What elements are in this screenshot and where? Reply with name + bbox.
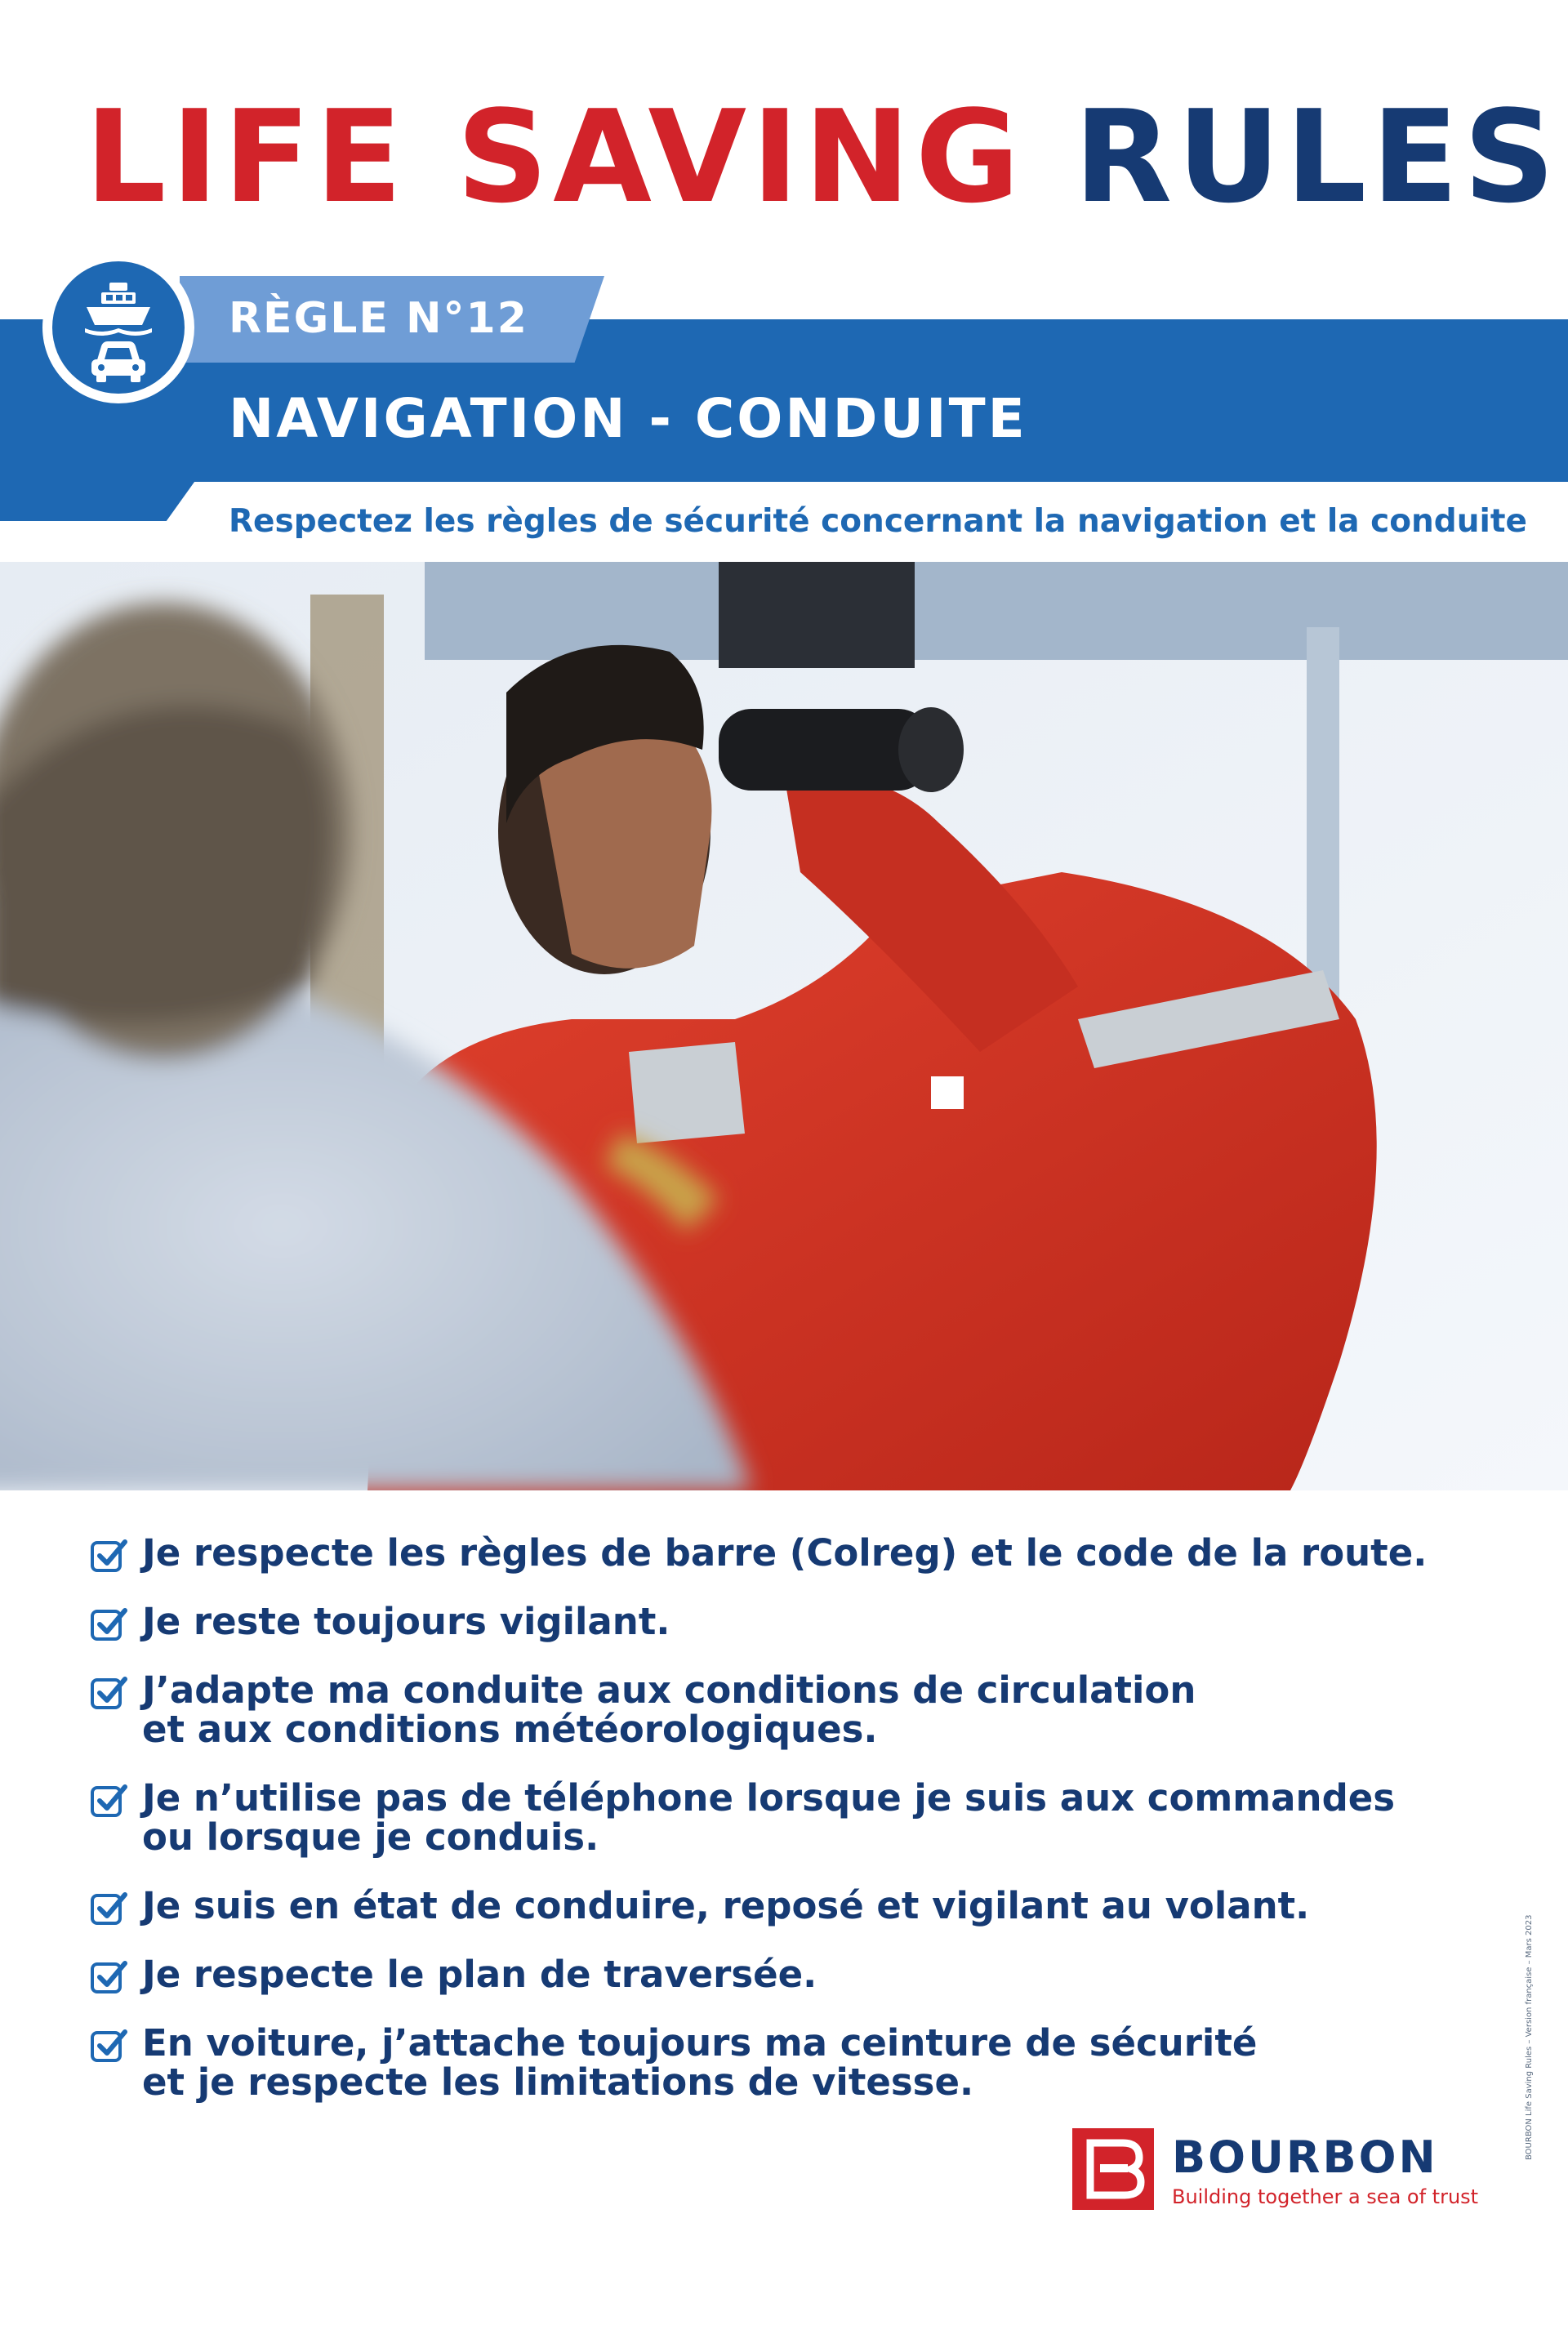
title-part-rules: RULES bbox=[1074, 82, 1561, 231]
ship-and-car-icon bbox=[52, 261, 185, 394]
checklist-item-text: Je reste toujours vigilant. bbox=[142, 1600, 670, 1643]
checklist-item-text: Je suis en état de conduire, reposé et vigilant au volant. bbox=[142, 1884, 1310, 1927]
checklist-item bbox=[90, 1955, 1478, 1994]
title-part-life-saving: LIFE SAVING bbox=[85, 82, 1025, 231]
bourbon-b-logo-icon bbox=[1072, 2128, 1154, 2210]
checklist-item-text: Je respecte le plan de traversée. bbox=[142, 1953, 817, 1996]
safety-checklist bbox=[90, 1531, 1478, 2132]
checklist-item-text-continued: ou lorsque je conduis. bbox=[142, 1815, 599, 1859]
officer-with-binoculars-photo bbox=[0, 562, 1568, 1490]
checkbox-checked-icon bbox=[90, 2027, 127, 2065]
checkbox-checked-icon bbox=[90, 1606, 127, 1643]
checklist-item-text: Je n’utilise pas de téléphone lorsque je suis aux commandes bbox=[142, 1776, 1396, 1820]
checkbox-checked-icon bbox=[90, 1890, 127, 1927]
checkbox-checked-icon bbox=[90, 1958, 127, 1996]
checklist-item-text: J’adapte ma conduite aux conditions de circulation bbox=[142, 1668, 1196, 1712]
version-side-note: BOURBON Life Saving Rules – Version française – Mars 2023 bbox=[1525, 1914, 1534, 2160]
checklist-item bbox=[90, 1668, 1478, 1751]
checklist-item bbox=[90, 1776, 1478, 1859]
checklist-item-text: En voiture, j’attache toujours ma ceinture de sécurité bbox=[142, 2021, 1258, 2065]
checklist-item bbox=[90, 1531, 1478, 1575]
poster-title bbox=[85, 82, 1561, 231]
logo-tagline: Building together a sea of trust bbox=[1172, 2185, 1479, 2208]
checkbox-checked-icon bbox=[90, 1782, 127, 1820]
checkbox-checked-icon bbox=[90, 1674, 127, 1712]
logo-wordmark: BOURBON bbox=[1172, 2132, 1438, 2183]
checklist-item-text-continued: et je respecte les limitations de vitesse. bbox=[142, 2060, 974, 2104]
photo-illustration bbox=[0, 562, 1568, 1490]
rule-number-label: RÈGLE N°12 bbox=[229, 294, 528, 343]
rule-subtitle: Respectez les règles de sécurité concernant la navigation et la conduite bbox=[229, 503, 1527, 540]
checklist-item bbox=[90, 1602, 1478, 1642]
checklist-item-text: Je respecte les règles de barre (Colreg) et le code de la route. bbox=[142, 1531, 1428, 1575]
checklist-item bbox=[90, 2021, 1478, 2104]
rule-icon-badge bbox=[42, 252, 194, 403]
checklist-item bbox=[90, 1886, 1478, 1926]
checklist-item-text-continued: et aux conditions météorologiques. bbox=[142, 1708, 878, 1751]
checkbox-checked-icon bbox=[90, 1537, 127, 1575]
rule-section-title: NAVIGATION - CONDUITE bbox=[229, 387, 1027, 450]
bourbon-logo bbox=[1072, 2128, 1481, 2212]
